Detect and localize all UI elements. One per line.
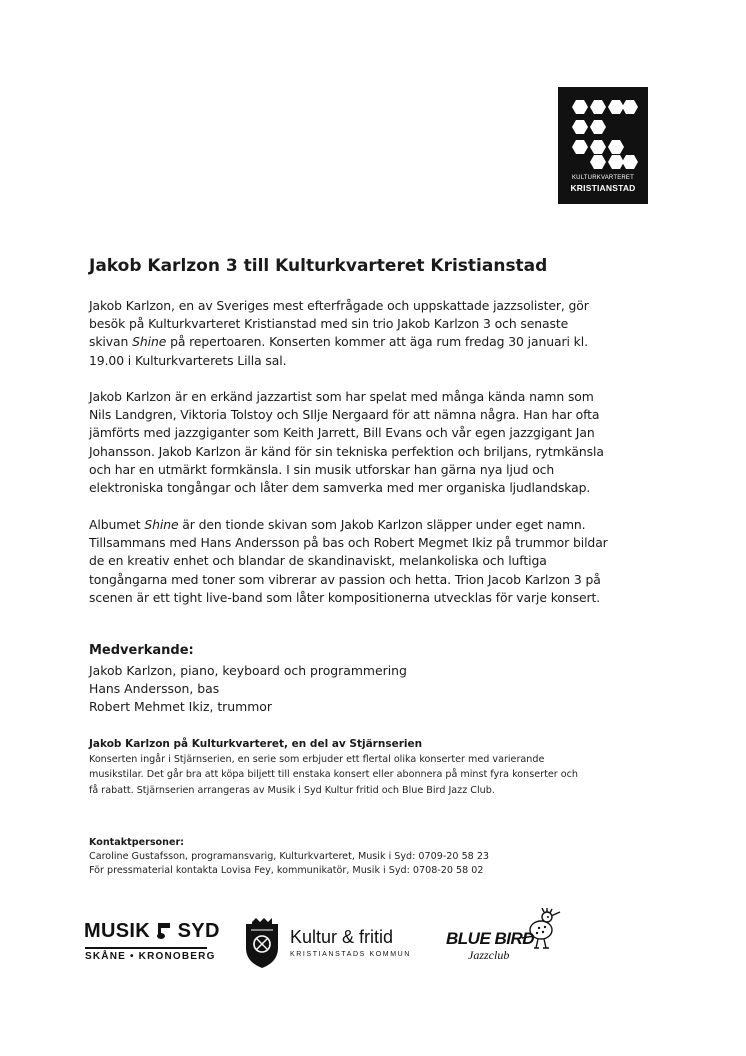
album-paragraph xyxy=(89,516,679,607)
contacts-heading: Kontaktpersoner: xyxy=(89,837,185,848)
album-title-shine-2: Shine xyxy=(144,517,179,532)
credits-heading: Medverkande: xyxy=(89,643,194,658)
musik-subtitle: SKÅNE • KRONOBERG xyxy=(85,951,216,962)
hexagon-pattern-icon xyxy=(564,95,642,175)
blue-bird-subtitle: Jazzclub xyxy=(468,948,510,962)
logo-line1: KULTURKVARTERET xyxy=(571,175,634,181)
blue-bird-logo xyxy=(446,908,564,970)
series-line: musikstilar. Det går bra att köpa biljett till enstaka konsert eller abonnera på minst fyra konserter och xyxy=(89,769,578,781)
kulturkvarteret-logo xyxy=(558,87,648,204)
album-title-shine: Shine xyxy=(132,334,167,350)
intro-line-3a: skivan xyxy=(89,334,133,350)
album-line-2: Tillsammans med Hans Andersson på bas och Robert Megmet Ikiz på trummor bildar xyxy=(89,535,608,551)
about-line-2: Nils Landgren, Viktoria Tolstoy och SIlje Nergaard för att nämna några. Han har ofta xyxy=(89,407,600,423)
syd-word: SYD xyxy=(177,920,220,942)
about-paragraph xyxy=(89,388,679,497)
album-line-1a: Albumet xyxy=(89,517,145,532)
series-line: få rabatt. Stjärnserien arrangeras av Musik i Syd Kultur fritid och Blue Bird Jazz Club. xyxy=(89,784,495,796)
series-text xyxy=(89,752,578,798)
coat-of-arms-icon xyxy=(242,918,282,970)
series-line: Konserten ingår i Stjärnserien, en serie som erbjuder ett flertal olika konserter med varierande xyxy=(89,754,545,765)
contact-line: För pressmaterial kontakta Lovisa Fey, kommunikatör, Musik i Syd: 0708-20 58 02 xyxy=(89,865,484,876)
contact-line: Caroline Gustafsson, programansvarig, Kulturkvarteret, Musik i Syd: 0709-20 58 23 xyxy=(89,851,490,862)
page-title: Jakob Karlzon 3 till Kulturkvarteret Kristianstad xyxy=(89,256,548,276)
credit-item: Hans Andersson, bas xyxy=(89,681,220,697)
kultur-fritid-logo xyxy=(242,918,417,970)
series-heading: Jakob Karlzon på Kulturkvarteret, en del av Stjärnserien xyxy=(89,738,423,750)
contacts-text xyxy=(89,850,489,878)
about-line-4: Johansson. Jakob Karlzon är känd för sin tekniska perfektion och briljans, rytmkänsla xyxy=(89,443,604,459)
intro-line-3 xyxy=(89,333,679,351)
album-line-5: scenen är ett tight live-band som låter kompositionerna utvecklas för varje konsert. xyxy=(89,589,601,605)
album-line-3: de en kreativ enhet och blandar de skandinaviskt, melankoliska och luftiga xyxy=(89,553,547,569)
logo-line2: KRISTIANSTAD xyxy=(570,183,636,193)
about-line-1: Jakob Karlzon är en erkänd jazzartist som har spelat med många kända namn som xyxy=(89,389,594,404)
musik-divider xyxy=(85,947,207,949)
kultur-title: Kultur & fritid xyxy=(290,927,394,947)
musik-word: MUSIK xyxy=(84,920,150,942)
credit-item: Jakob Karlzon, piano, keyboard och programmering xyxy=(89,663,407,678)
intro-line-1: Jakob Karlzon, en av Sveriges mest efterfrågade och uppskattade jazzsolister, gör xyxy=(89,298,589,313)
about-line-5: och har en utmärkt formkänsla. I sin musik utforskar han gärna nya ljud och xyxy=(89,461,555,477)
album-line-1b: är den tionde skivan som Jakob Karlzon släpper under eget namn. xyxy=(178,517,586,532)
credits-list xyxy=(89,662,407,717)
about-line-3: jämförts med jazzgiganter som Keith Jarrett, Bill Evans och vår egen jazzgigant Jan xyxy=(89,425,595,441)
intro-line-3b: på repertoaren. Konserten kommer att äga rum fredag 30 januari kl. xyxy=(166,334,588,350)
album-line-4: tongångarna med toner som vibrerar av passion och hetta. Trion Jacob Karlzon 3 på xyxy=(89,571,601,587)
intro-line-2: besök på Kulturkvarteret Kristianstad med sin trio Jakob Karlzon 3 och senaste xyxy=(89,316,569,332)
musik-i-syd-logo xyxy=(84,920,220,966)
intro-line-4: 19.00 i Kulturkvarterets Lilla sal. xyxy=(89,352,287,368)
about-line-6: elektroniska tongångar och låter dem samverka med mer organiska ljudlandskap. xyxy=(89,480,591,496)
blue-bird-title: BLUE BIRD xyxy=(446,929,535,948)
music-note-icon xyxy=(156,921,172,939)
credit-item: Robert Mehmet Ikiz, trummor xyxy=(89,699,272,715)
kultur-subtitle: KRISTIANSTADS KOMMUN xyxy=(290,951,411,958)
album-line-1 xyxy=(89,516,679,534)
intro-paragraph xyxy=(89,297,679,370)
